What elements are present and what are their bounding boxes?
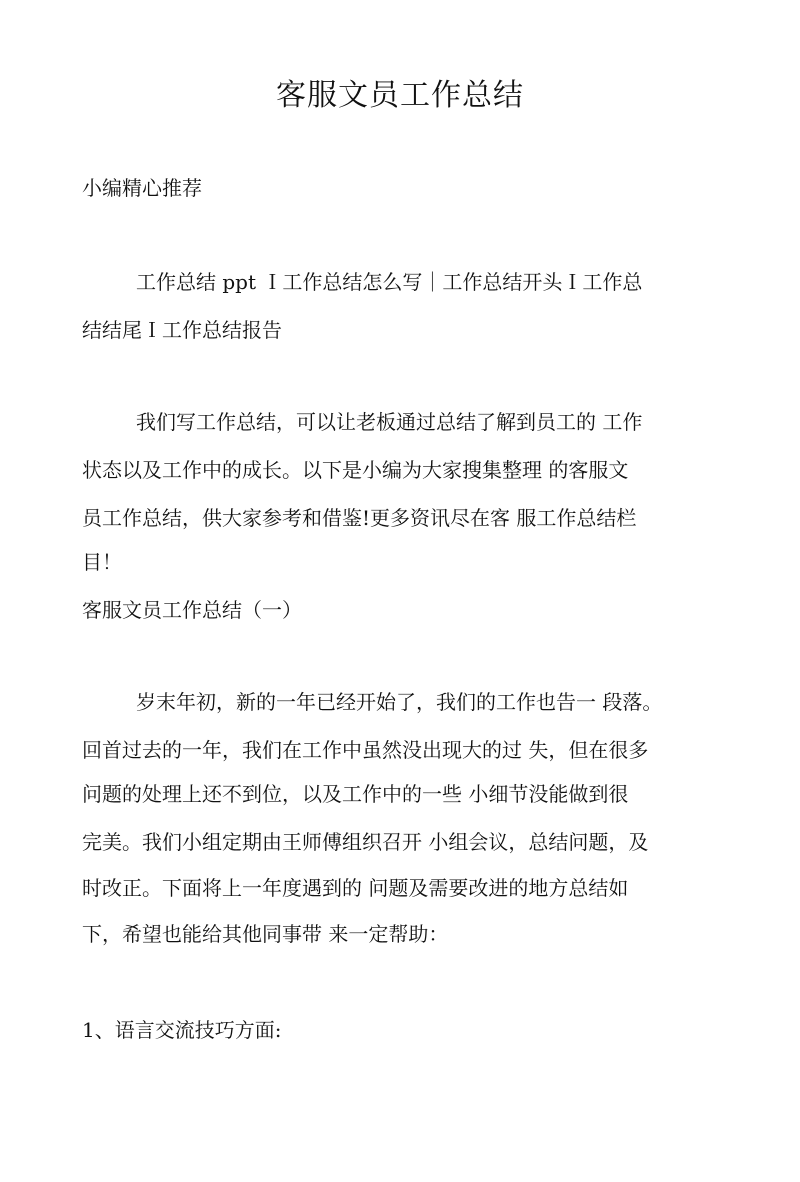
related-links-line-1: 工作总结 ppt Ｉ工作总结怎么写｜工作总结开头Ｉ工作总 [136,270,643,294]
intro-paragraph-line-4: 目！ [82,550,122,574]
body-paragraph-line-4: 完美。我们小组定期由王师傅组织召开 小组会议，总结问题，及 [82,830,649,854]
document-title: 客服文员工作总结 [276,78,524,113]
recommend-text: 小编精心推荐 [82,176,202,200]
intro-paragraph-line-3: 员工作总结，供大家参考和借鉴!更多资讯尽在客 服工作总结栏 [82,506,637,530]
list-item-heading: 1、语言交流技巧方面: [82,1018,282,1042]
body-paragraph-line-1: 岁末年初，新的一年已经开始了，我们的工作也告一 段落。 [136,690,663,714]
body-paragraph-line-3: 问题的处理上还不到位，以及工作中的一些 小细节没能做到很 [82,782,629,806]
related-links-line-2: 结结尾Ｉ工作总结报告 [82,318,282,342]
intro-paragraph-line-1: 我们写工作总结，可以让老板通过总结了解到员工的 工作 [136,410,643,434]
body-paragraph-line-5: 时改正。下面将上一年度遇到的 问题及需要改进的地方总结如 [82,876,629,900]
section-title: 客服文员工作总结（一） [82,598,302,622]
body-paragraph-line-2: 回首过去的一年，我们在工作中虽然没出现大的过 失，但在很多 [82,738,649,762]
intro-paragraph-line-2: 状态以及工作中的成长。以下是小编为大家搜集整理 的客服文 [82,458,629,482]
body-paragraph-line-6: 下，希望也能给其他同事带 来一定帮助： [82,922,449,946]
